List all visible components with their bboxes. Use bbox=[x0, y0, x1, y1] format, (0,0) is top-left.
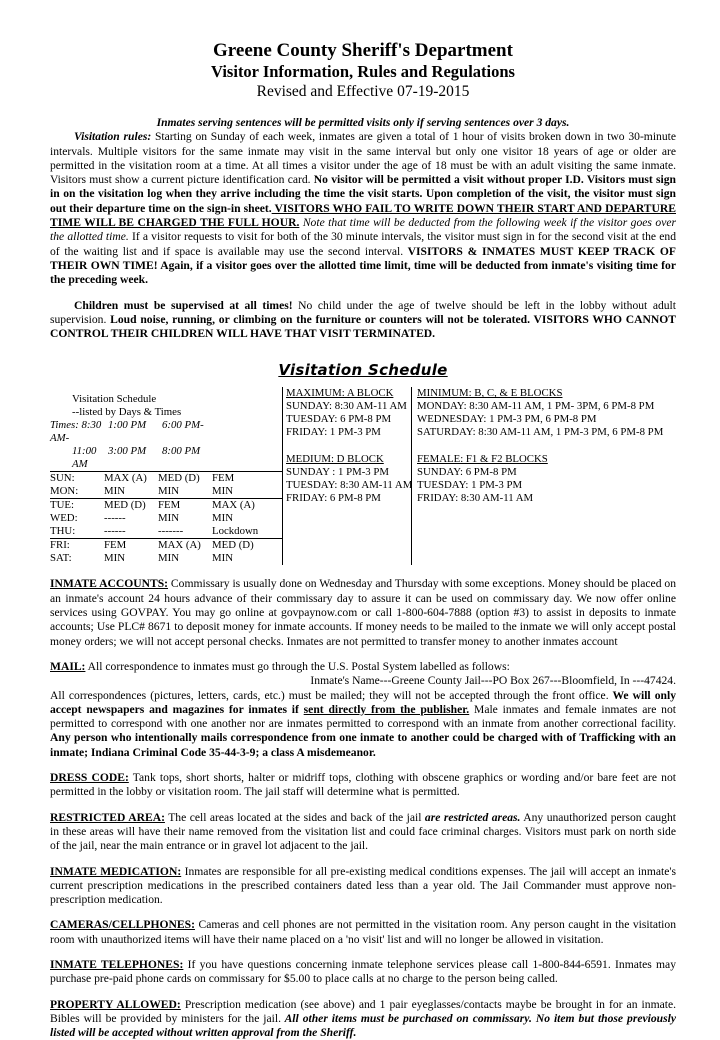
day-cell: FRI: bbox=[50, 539, 70, 552]
table-row bbox=[50, 552, 282, 565]
med-block-time: SUNDAY : 1 PM-3 PM bbox=[286, 466, 389, 479]
block-cell: MIN bbox=[212, 552, 233, 565]
org-title: Greene County Sheriff's Department bbox=[213, 40, 513, 61]
restricted-area-section bbox=[50, 811, 676, 854]
day-cell: SAT: bbox=[50, 552, 72, 565]
block-cell: MAX (A) bbox=[212, 499, 255, 512]
visitation-rules-text-c: VISITORS WHO FAIL TO WRITE DOWN THEIR START AND DEPARTURE TIME WILL BE CHARGED THE FULL HOUR. bbox=[50, 201, 676, 230]
times-cell: 11:00 AM bbox=[72, 445, 97, 471]
max-block-title: MAXIMUM: A BLOCK bbox=[286, 387, 394, 400]
section-label: MAIL: bbox=[50, 659, 86, 673]
section-label: INMATE TELEPHONES: bbox=[50, 957, 184, 971]
visitation-rules-text-f: VISITORS & INMATES MUST KEEP TRACK OF THEIR OWN TIME! Again, if a visitor goes over the allotted time limit, time will be deducted from inmate's visiting time for the preceding week. bbox=[50, 244, 676, 287]
min-fem-blocks bbox=[412, 387, 676, 565]
sentence-notice: Inmates serving sentences will be permitted visits only if serving sentences over 3 days. bbox=[156, 116, 570, 129]
document-subtitle: Visitor Information, Rules and Regulations bbox=[211, 62, 515, 81]
block-cell: Lockdown bbox=[212, 525, 259, 538]
min-block-time: SATURDAY: 8:30 AM-11 AM, 1 PM-3 PM, 6 PM-8 PM bbox=[417, 426, 664, 439]
block-cell: MED (D) bbox=[158, 472, 200, 485]
times-cell: 6:00 PM- bbox=[162, 419, 204, 432]
block-cell: MAX (A) bbox=[104, 472, 147, 485]
children-text-b: No child under the age of twelve should be left in the lobby without adult supervision. bbox=[50, 298, 676, 326]
block-cell: MIN bbox=[158, 552, 179, 565]
section-text-bold: We will only accept newspapers and magazines for inmates if bbox=[50, 688, 676, 716]
section-text: Any unauthorized person caught in these areas will have their name removed from the visitation list and could face criminal charges. Visitors must park on north side of the jail, near the main entrance or in gravel lot adjacent to the jail. bbox=[50, 810, 676, 853]
visitation-rules-text-e: If a visitor requests to visit for both of the 30 minute intervals, the visitor must sign in for the second visit at the end of the waiting list and if space is available may use the second interval. bbox=[50, 230, 676, 258]
min-block-time: WEDNESDAY: 1 PM-3 PM, 6 PM-8 PM bbox=[417, 413, 597, 426]
section-text-bold-underline: sent directly from the publisher. bbox=[303, 702, 470, 716]
block-cell: MIN bbox=[212, 485, 233, 498]
children-paragraph bbox=[50, 299, 676, 342]
mail-address: Inmate's Name---Greene County Jail---PO Box 267---Bloomfield, In ---47424. bbox=[310, 674, 676, 688]
fem-block-time: SUNDAY: 6 PM-8 PM bbox=[417, 466, 517, 479]
max-block-time: FRIDAY: 1 PM-3 PM bbox=[286, 426, 381, 439]
section-text-emphasis: All other items must be purchased on commissary. No item but those previously listed will be accepted without written approval from the Sheriff. bbox=[50, 1011, 676, 1040]
block-cell: MIN bbox=[212, 512, 233, 525]
section-text: Inmates are responsible for all pre-existing medical conditions expenses. The jail will accept an inmate's current prescription medications in the prescribed containers dated less than a year old. The Jail Commander must approve non-prescription medication. bbox=[50, 864, 676, 907]
days-grid bbox=[50, 471, 282, 565]
inmate-telephones-section bbox=[50, 958, 676, 987]
block-cell: FEM bbox=[212, 472, 235, 485]
document-header bbox=[50, 40, 676, 101]
section-label: INMATE MEDICATION: bbox=[50, 864, 182, 878]
block-cell: MIN bbox=[104, 552, 125, 565]
section-label: DRESS CODE: bbox=[50, 771, 129, 785]
med-block-time: TUESDAY: 8:30 AM-11 AM bbox=[286, 479, 413, 492]
schedule-heading: Visitation Schedule bbox=[278, 361, 448, 380]
section-text: The cell areas located at the sides and back of the jail bbox=[164, 810, 425, 824]
day-cell: TUE: bbox=[50, 499, 74, 512]
fem-block-title: FEMALE: F1 & F2 BLOCKS bbox=[417, 453, 548, 466]
section-text: All correspondence to inmates must go through the U.S. Postal System labelled as follows: bbox=[85, 659, 510, 673]
section-label: RESTRICTED AREA: bbox=[50, 810, 165, 824]
visitation-rules-text-a: Starting on Sunday of each week, inmates are given a total of 1 hour of visits broken down in two 30-minute intervals. Multiple visitors for the same inmate may visit in the same interval but only one visitor 18 years of age or older are permitted in the visitation room at a time. At all times a visitor under the age of 18 must be with an adult visiting the same inmate. Visitors must show a current picture identification card. bbox=[50, 130, 677, 187]
table-row bbox=[50, 538, 282, 552]
visitation-rules-text-b: No visitor will be permitted a visit without proper I.D. Visitors must sign in on the visitation log when they arrive including the time the visit starts. Upon completion of the visit, the visitor must sign out their departure time on the sign-in sheet. bbox=[50, 173, 676, 215]
block-cell: FEM bbox=[104, 539, 127, 552]
fem-block-time: TUESDAY: 1 PM-3 PM bbox=[417, 479, 523, 492]
children-text-c: Loud noise, running, or climbing on the furniture or counters will not be tolerated. VISITORS WHO CANNOT CONTROL THEIR CHILDREN WILL HAVE THAT VISIT TERMINATED. bbox=[50, 312, 676, 341]
visitation-rules-paragraph bbox=[50, 130, 676, 287]
visitation-rules-label: Visitation rules: bbox=[74, 130, 152, 144]
days-table-title: Visitation Schedule bbox=[72, 393, 157, 406]
min-block-title: MINIMUM: B, C, & E BLOCKS bbox=[417, 387, 563, 400]
inmate-medication-section bbox=[50, 865, 676, 908]
dress-code-section bbox=[50, 771, 676, 800]
table-row bbox=[50, 525, 282, 538]
days-times-table bbox=[50, 387, 282, 565]
table-row bbox=[50, 472, 282, 485]
section-text: If you have questions concerning inmate telephone services please call 1-800-844-6591. Inmates may purchase pre-paid phone cards on commissary for $5.00 to place calls at no charge to the person being called. bbox=[50, 957, 676, 986]
section-label: CAMERAS/CELLPHONES: bbox=[50, 918, 195, 932]
block-cell: MAX (A) bbox=[158, 539, 201, 552]
block-cell: ------ bbox=[104, 512, 126, 525]
cameras-cellphones-section bbox=[50, 918, 676, 947]
children-text-a: Children must be supervised at all times! bbox=[74, 298, 293, 312]
revision-date: Revised and Effective 07-19-2015 bbox=[256, 83, 470, 100]
block-cell: FEM bbox=[158, 499, 181, 512]
table-row bbox=[50, 498, 282, 512]
block-cell: MIN bbox=[158, 512, 179, 525]
day-cell: WED: bbox=[50, 512, 78, 525]
schedule-table bbox=[50, 387, 676, 565]
section-text: Male inmates and female inmates are not permitted to correspond with one another nor are inmates permitted to correspond with an inmate from another correctional facility. bbox=[50, 702, 676, 731]
table-row bbox=[50, 485, 282, 498]
block-cell: ------ bbox=[104, 525, 126, 538]
section-text: Cameras and cell phones are not permitted in the visitation room. Any person caught in the visitation room with unauthorized items will have their name placed on a 'no visit' list and will no longer be allowed in visitation. bbox=[50, 918, 676, 946]
block-cell: MIN bbox=[104, 485, 125, 498]
section-label: PROPERTY ALLOWED: bbox=[50, 997, 181, 1011]
mail-section bbox=[50, 660, 676, 760]
section-text: Prescription medication (see above) and 1 pair eyeglasses/contacts maybe be brought in for an inmate. Bibles will be provided by ministers for the jail. bbox=[50, 997, 677, 1025]
days-table-subtitle: --listed by Days & Times bbox=[72, 406, 182, 419]
block-cell: MED (D) bbox=[104, 499, 146, 512]
day-cell: MON: bbox=[50, 485, 79, 498]
times-row bbox=[50, 419, 282, 471]
max-block-time: TUESDAY: 6 PM-8 PM bbox=[286, 413, 392, 426]
times-cell: 8:00 PM bbox=[162, 445, 201, 458]
max-block-time: SUNDAY: 8:30 AM-11 AM bbox=[286, 400, 407, 413]
fem-block-time: FRIDAY: 8:30 AM-11 AM bbox=[417, 492, 534, 505]
visitation-rules-text-d: Note that time will be deducted from the following week if the visitor goes over the allotted time. bbox=[50, 216, 676, 244]
min-block-time: MONDAY: 8:30 AM-11 AM, 1 PM- 3PM, 6 PM-8 PM bbox=[417, 400, 655, 413]
section-text: All correspondences (pictures, letters, cards, etc.) must be mailed; they will not be accepted through the front office. bbox=[50, 688, 609, 702]
max-med-blocks bbox=[282, 387, 412, 565]
table-row bbox=[50, 512, 282, 525]
section-text-bold: Any person who intentionally mails correspondence from one inmate to another could be charged with of Trafficking with an inmate; Indiana Criminal Code 35-44-3-9; a class A misdemeanor. bbox=[50, 731, 676, 759]
times-cell: Times: 8:30 AM- bbox=[50, 419, 102, 445]
section-text: Tank tops, short shorts, halter or midriff tops, clothing with obscene graphics or wording and/or bare feet are not permitted in the lobby or visitation room. The jail staff will determine what is permitted. bbox=[50, 771, 676, 799]
section-text-emphasis: are restricted areas. bbox=[424, 810, 521, 824]
inmate-accounts-section bbox=[50, 577, 676, 648]
block-cell: MED (D) bbox=[212, 539, 254, 552]
property-allowed-section bbox=[50, 998, 676, 1040]
block-cell: MIN bbox=[158, 485, 179, 498]
times-cell: 1:00 PM bbox=[108, 419, 147, 432]
day-cell: THU: bbox=[50, 525, 76, 538]
med-block-time: FRIDAY: 6 PM-8 PM bbox=[286, 492, 381, 505]
section-label: INMATE ACCOUNTS: bbox=[50, 577, 169, 591]
block-cell: ------- bbox=[158, 525, 184, 538]
section-text: Commissary is usually done on Wednesday and Thursday with some exceptions. Money should be placed on an inmate's account 24 hours advance of their commissary day to assure it can be used on commissary day. We now offer online services using GOVPAY. You may go online at govpaynow.com or call 1-800-604-7888 (option #3) to assist in deposits to inmate accounts; Use PLC# 8671 to deposit money for inmate accounts. If money needs to be mailed to the inmate we will only accept postal money orders; we will not accept personal checks. Inmates are not permitted to transfer money to another inmates account bbox=[50, 577, 676, 648]
day-cell: SUN: bbox=[50, 472, 75, 485]
med-block-title: MEDIUM: D BLOCK bbox=[286, 453, 384, 466]
times-cell: 3:00 PM bbox=[108, 445, 147, 458]
